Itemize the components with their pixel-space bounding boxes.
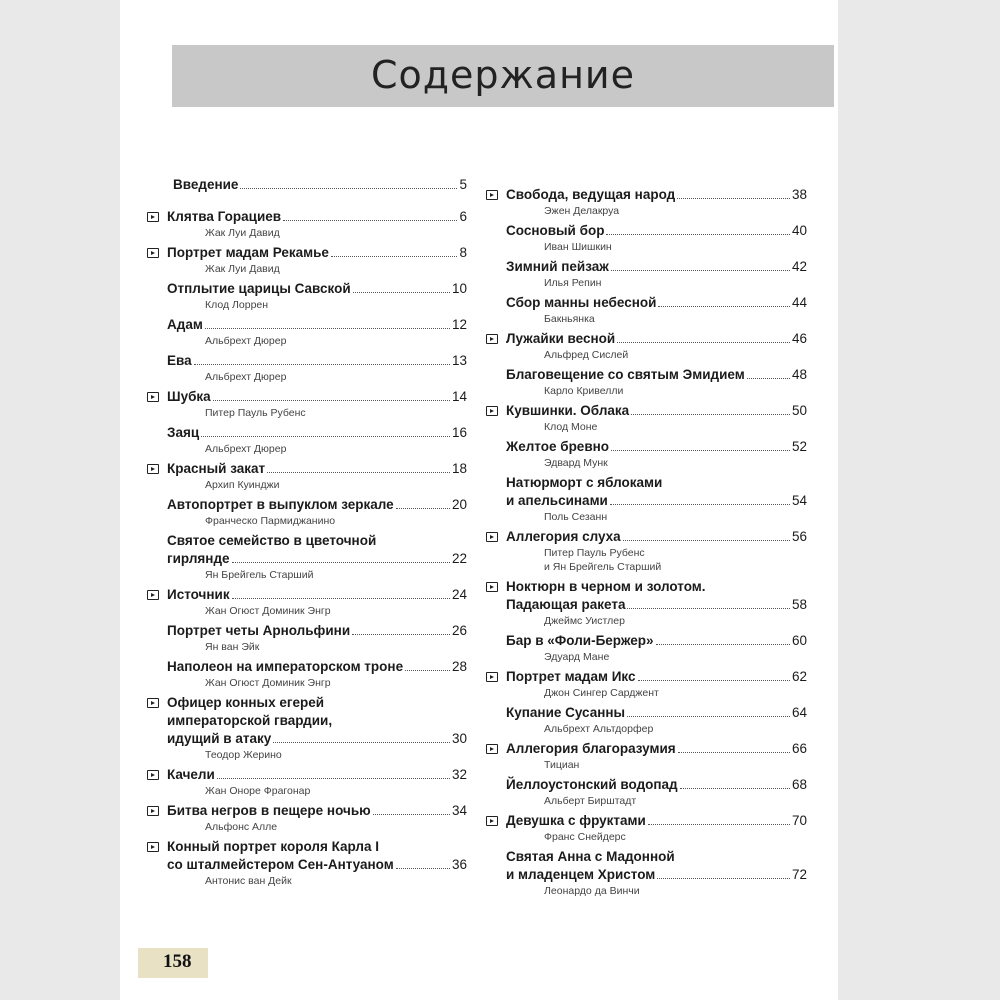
toc-author: Питер Пауль Рубенс bbox=[544, 547, 645, 559]
page-title: Содержание bbox=[371, 53, 635, 97]
toc-title: и младенцем Христом bbox=[506, 867, 656, 882]
toc-title-line: Офицер конных егерей bbox=[167, 695, 325, 710]
play-icon bbox=[486, 334, 498, 344]
toc-page-number: 28 bbox=[451, 659, 467, 674]
toc-author: Эдуард Мане bbox=[544, 651, 610, 663]
toc-title: Аллегория слуха bbox=[506, 529, 621, 544]
dot-leader bbox=[606, 234, 790, 235]
toc-author: Иван Шишкин bbox=[544, 241, 612, 253]
toc-title: Зимний пейзаж bbox=[506, 259, 609, 274]
play-icon bbox=[486, 744, 498, 754]
toc-author: Клод Моне bbox=[544, 421, 598, 433]
toc-title: Купание Сусанны bbox=[506, 705, 626, 720]
toc-entry[interactable] bbox=[484, 668, 807, 700]
dot-leader bbox=[627, 716, 790, 717]
dot-leader bbox=[658, 306, 790, 307]
toc-author: Альбрехт Альтдорфер bbox=[544, 723, 654, 735]
toc-author: Джон Сингер Сарджент bbox=[544, 687, 659, 699]
toc-page-number: 40 bbox=[791, 223, 807, 238]
toc-entry[interactable] bbox=[484, 704, 807, 736]
dot-leader bbox=[217, 778, 450, 779]
toc-page-number: 52 bbox=[791, 439, 807, 454]
toc-title: Битва негров в пещере ночью bbox=[167, 803, 371, 818]
dot-leader bbox=[205, 328, 450, 329]
toc-entry[interactable] bbox=[145, 208, 467, 240]
toc-page-number: 6 bbox=[459, 209, 467, 224]
dot-leader bbox=[353, 292, 450, 293]
toc-title: Йеллоустонский водопад bbox=[506, 777, 678, 792]
toc-title: Девушка с фруктами bbox=[506, 813, 646, 828]
toc-title: Портрет мадам Икс bbox=[506, 669, 636, 684]
toc-author: Карло Кривелли bbox=[544, 385, 624, 397]
toc-entry[interactable] bbox=[145, 694, 467, 762]
toc-title-line: Святая Анна с Мадонной bbox=[506, 849, 675, 864]
toc-entry[interactable] bbox=[145, 388, 467, 420]
toc-entry[interactable] bbox=[484, 294, 807, 326]
play-icon bbox=[486, 582, 498, 592]
toc-title: и апельсинами bbox=[506, 493, 608, 508]
toc-page-number: 20 bbox=[451, 497, 467, 512]
dot-leader bbox=[331, 256, 458, 257]
toc-entry[interactable] bbox=[145, 352, 467, 384]
dot-leader bbox=[656, 644, 790, 645]
toc-entry[interactable] bbox=[484, 330, 807, 362]
toc-author: Эжен Делакруа bbox=[544, 205, 620, 217]
toc-page-number: 22 bbox=[451, 551, 467, 566]
toc-entry[interactable] bbox=[484, 812, 807, 844]
toc-title: Кувшинки. Облака bbox=[506, 403, 630, 418]
toc-author: Жан Огюст Доминик Энгр bbox=[205, 605, 331, 617]
toc-author: Альбрехт Дюрер bbox=[205, 371, 287, 383]
toc-entry[interactable] bbox=[484, 528, 807, 574]
toc-author: Архип Куинджи bbox=[205, 479, 280, 491]
toc-entry[interactable] bbox=[484, 438, 807, 470]
toc-author: Франческо Пармиджанино bbox=[205, 515, 336, 527]
toc-author: Альбрехт Дюрер bbox=[205, 443, 287, 455]
toc-entry[interactable] bbox=[484, 632, 807, 664]
toc-page-number: 26 bbox=[451, 623, 467, 638]
toc-author: Жак Луи Давид bbox=[205, 227, 280, 239]
toc-page-number: 64 bbox=[791, 705, 807, 720]
toc-entry[interactable] bbox=[145, 802, 467, 834]
contents-column-right bbox=[484, 186, 807, 902]
toc-page-number: 68 bbox=[791, 777, 807, 792]
toc-author: Поль Сезанн bbox=[544, 511, 608, 523]
toc-page-number: 18 bbox=[451, 461, 467, 476]
toc-entry[interactable] bbox=[484, 740, 807, 772]
toc-entry[interactable] bbox=[145, 622, 467, 654]
toc-entry[interactable] bbox=[484, 578, 807, 628]
toc-page-number: 44 bbox=[791, 295, 807, 310]
play-icon bbox=[147, 842, 159, 852]
play-icon bbox=[486, 672, 498, 682]
toc-page-number: 58 bbox=[791, 597, 807, 612]
toc-author: Альфонс Алле bbox=[205, 821, 278, 833]
toc-page-number: 12 bbox=[451, 317, 467, 332]
toc-entry[interactable] bbox=[145, 316, 467, 348]
toc-entry[interactable] bbox=[145, 838, 467, 888]
toc-page-number: 16 bbox=[451, 425, 467, 440]
dot-leader bbox=[240, 188, 457, 189]
toc-title: Качели bbox=[167, 767, 215, 782]
toc-title: Шубка bbox=[167, 389, 211, 404]
toc-entry[interactable] bbox=[145, 460, 467, 492]
toc-title: Лужайки весной bbox=[506, 331, 616, 346]
dot-leader bbox=[352, 634, 450, 635]
toc-page-number: 5 bbox=[459, 177, 467, 192]
toc-author: Жак Луи Давид bbox=[205, 263, 280, 275]
toc-page-number: 56 bbox=[791, 529, 807, 544]
toc-title: Красный закат bbox=[167, 461, 266, 476]
toc-entry-intro[interactable] bbox=[145, 176, 467, 194]
toc-author: Альбрехт Дюрер bbox=[205, 335, 287, 347]
toc-page-number: 60 bbox=[791, 633, 807, 648]
toc-page-number: 10 bbox=[451, 281, 467, 296]
play-icon bbox=[147, 248, 159, 258]
dot-leader bbox=[213, 400, 450, 401]
toc-entry[interactable] bbox=[145, 496, 467, 528]
play-icon bbox=[147, 590, 159, 600]
toc-title: Источник bbox=[167, 587, 230, 602]
toc-author: Леонардо да Винчи bbox=[544, 885, 640, 897]
dot-leader bbox=[627, 608, 789, 609]
toc-title: Автопортрет в выпуклом зеркале bbox=[167, 497, 394, 512]
toc-title: Сбор манны небесной bbox=[506, 295, 657, 310]
toc-entry[interactable] bbox=[145, 766, 467, 798]
toc-page-number: 32 bbox=[451, 767, 467, 782]
toc-author: Эдвард Мунк bbox=[544, 457, 608, 469]
toc-author: Илья Репин bbox=[544, 277, 602, 289]
toc-page-number: 48 bbox=[791, 367, 807, 382]
dot-leader bbox=[232, 562, 450, 563]
toc-page-number: 13 bbox=[451, 353, 467, 368]
toc-author: Альфред Сислей bbox=[544, 349, 629, 361]
toc-title: Наполеон на императорском троне bbox=[167, 659, 404, 674]
play-icon bbox=[147, 392, 159, 402]
dot-leader bbox=[680, 788, 790, 789]
dot-leader bbox=[267, 472, 450, 473]
toc-title: Клятва Горациев bbox=[167, 209, 282, 224]
toc-title-line: Натюрморт с яблоками bbox=[506, 475, 663, 490]
toc-page-number: 72 bbox=[791, 867, 807, 882]
toc-author: Ян Брейгель Старший bbox=[205, 569, 314, 581]
title-band bbox=[172, 45, 834, 107]
toc-author: Бакньянка bbox=[544, 313, 595, 325]
toc-author: Антонис ван Дейк bbox=[205, 875, 292, 887]
toc-page-number: 70 bbox=[791, 813, 807, 828]
toc-page-number: 46 bbox=[791, 331, 807, 346]
toc-author: Джеймс Уистлер bbox=[544, 615, 625, 627]
dot-leader bbox=[194, 364, 450, 365]
toc-entry[interactable] bbox=[484, 222, 807, 254]
toc-entry[interactable] bbox=[484, 186, 807, 218]
dot-leader bbox=[273, 742, 450, 743]
toc-entry[interactable] bbox=[145, 586, 467, 618]
dot-leader bbox=[657, 878, 790, 879]
toc-author: Жан Огюст Доминик Энгр bbox=[205, 677, 331, 689]
toc-entry[interactable] bbox=[484, 474, 807, 524]
toc-title-line: Святое семейство в цветочной bbox=[167, 533, 377, 548]
play-icon bbox=[486, 190, 498, 200]
toc-author: Альберт Бирштадт bbox=[544, 795, 637, 807]
dot-leader bbox=[232, 598, 450, 599]
play-icon bbox=[486, 406, 498, 416]
toc-title: Ева bbox=[167, 353, 192, 368]
toc-page-number: 34 bbox=[451, 803, 467, 818]
dot-leader bbox=[631, 414, 790, 415]
toc-entry[interactable] bbox=[484, 258, 807, 290]
dot-leader bbox=[201, 436, 450, 437]
toc-entry[interactable] bbox=[145, 532, 467, 582]
dot-leader bbox=[611, 270, 790, 271]
toc-title: Благовещение со святым Эмидием bbox=[506, 367, 745, 382]
toc-author: Тициан bbox=[544, 759, 580, 771]
dot-leader bbox=[678, 752, 790, 753]
toc-page-number: 38 bbox=[791, 187, 807, 202]
toc-entry[interactable] bbox=[484, 848, 807, 898]
dot-leader bbox=[617, 342, 790, 343]
toc-title: Заяц bbox=[167, 425, 200, 440]
toc-author: Ян ван Эйк bbox=[205, 641, 260, 653]
toc-title: Портрет мадам Рекамье bbox=[167, 245, 329, 260]
dot-leader bbox=[648, 824, 790, 825]
toc-page-number: 62 bbox=[791, 669, 807, 684]
toc-page-number: 50 bbox=[791, 403, 807, 418]
dot-leader bbox=[677, 198, 790, 199]
toc-page-number: 66 bbox=[791, 741, 807, 756]
dot-leader bbox=[638, 680, 790, 681]
toc-author: Теодор Жерино bbox=[205, 749, 282, 761]
dot-leader bbox=[373, 814, 450, 815]
play-icon bbox=[486, 816, 498, 826]
play-icon bbox=[147, 464, 159, 474]
toc-title: идущий в атаку bbox=[167, 731, 272, 746]
toc-title: гирлянде bbox=[167, 551, 230, 566]
dot-leader bbox=[610, 504, 790, 505]
toc-entry[interactable] bbox=[484, 402, 807, 434]
toc-title-line: Ноктюрн в черном и золотом. bbox=[506, 579, 706, 594]
toc-title: Свобода, ведущая народ bbox=[506, 187, 676, 202]
dot-leader bbox=[396, 868, 450, 869]
toc-page-number: 42 bbox=[791, 259, 807, 274]
toc-title: Аллегория благоразумия bbox=[506, 741, 676, 756]
dot-leader bbox=[405, 670, 450, 671]
contents-column-left bbox=[145, 176, 467, 892]
toc-entry[interactable] bbox=[145, 244, 467, 276]
toc-page-number: 30 bbox=[451, 731, 467, 746]
toc-entry[interactable] bbox=[145, 424, 467, 456]
toc-author: Жан Оноре Фрагонар bbox=[205, 785, 311, 797]
toc-page-number: 36 bbox=[451, 857, 467, 872]
toc-title: Введение bbox=[173, 177, 239, 192]
play-icon bbox=[147, 698, 159, 708]
play-icon bbox=[486, 532, 498, 542]
toc-title: Падающая ракета bbox=[506, 597, 626, 612]
toc-page-number: 54 bbox=[791, 493, 807, 508]
toc-author: Клод Лоррен bbox=[205, 299, 269, 311]
toc-title-line: императорской гвардии, bbox=[167, 713, 333, 728]
toc-title: Адам bbox=[167, 317, 203, 332]
toc-title: со шталмейстером Сен-Антуаном bbox=[167, 857, 394, 872]
toc-title: Бар в «Фоли-Бержер» bbox=[506, 633, 654, 648]
play-icon bbox=[147, 770, 159, 780]
play-icon bbox=[147, 212, 159, 222]
toc-title: Сосновый бор bbox=[506, 223, 605, 238]
toc-title: Портрет четы Арнольфини bbox=[167, 623, 351, 638]
toc-author: Франс Снейдерс bbox=[544, 831, 626, 843]
toc-entry[interactable] bbox=[145, 280, 467, 312]
toc-entry[interactable] bbox=[484, 366, 807, 398]
page-number: 158 bbox=[163, 951, 192, 972]
toc-page-number: 14 bbox=[451, 389, 467, 404]
toc-page-number: 24 bbox=[451, 587, 467, 602]
dot-leader bbox=[623, 540, 790, 541]
dot-leader bbox=[283, 220, 457, 221]
toc-title-line: Конный портрет короля Карла I bbox=[167, 839, 379, 854]
toc-author: Питер Пауль Рубенс bbox=[205, 407, 306, 419]
dot-leader bbox=[747, 378, 790, 379]
toc-title: Желтое бревно bbox=[506, 439, 610, 454]
toc-author: и Ян Брейгель Старший bbox=[544, 561, 662, 573]
toc-entry[interactable] bbox=[145, 658, 467, 690]
toc-page-number: 8 bbox=[459, 245, 467, 260]
play-icon bbox=[147, 806, 159, 816]
dot-leader bbox=[396, 508, 450, 509]
toc-entry[interactable] bbox=[484, 776, 807, 808]
toc-title: Отплытие царицы Савской bbox=[167, 281, 351, 296]
dot-leader bbox=[611, 450, 790, 451]
